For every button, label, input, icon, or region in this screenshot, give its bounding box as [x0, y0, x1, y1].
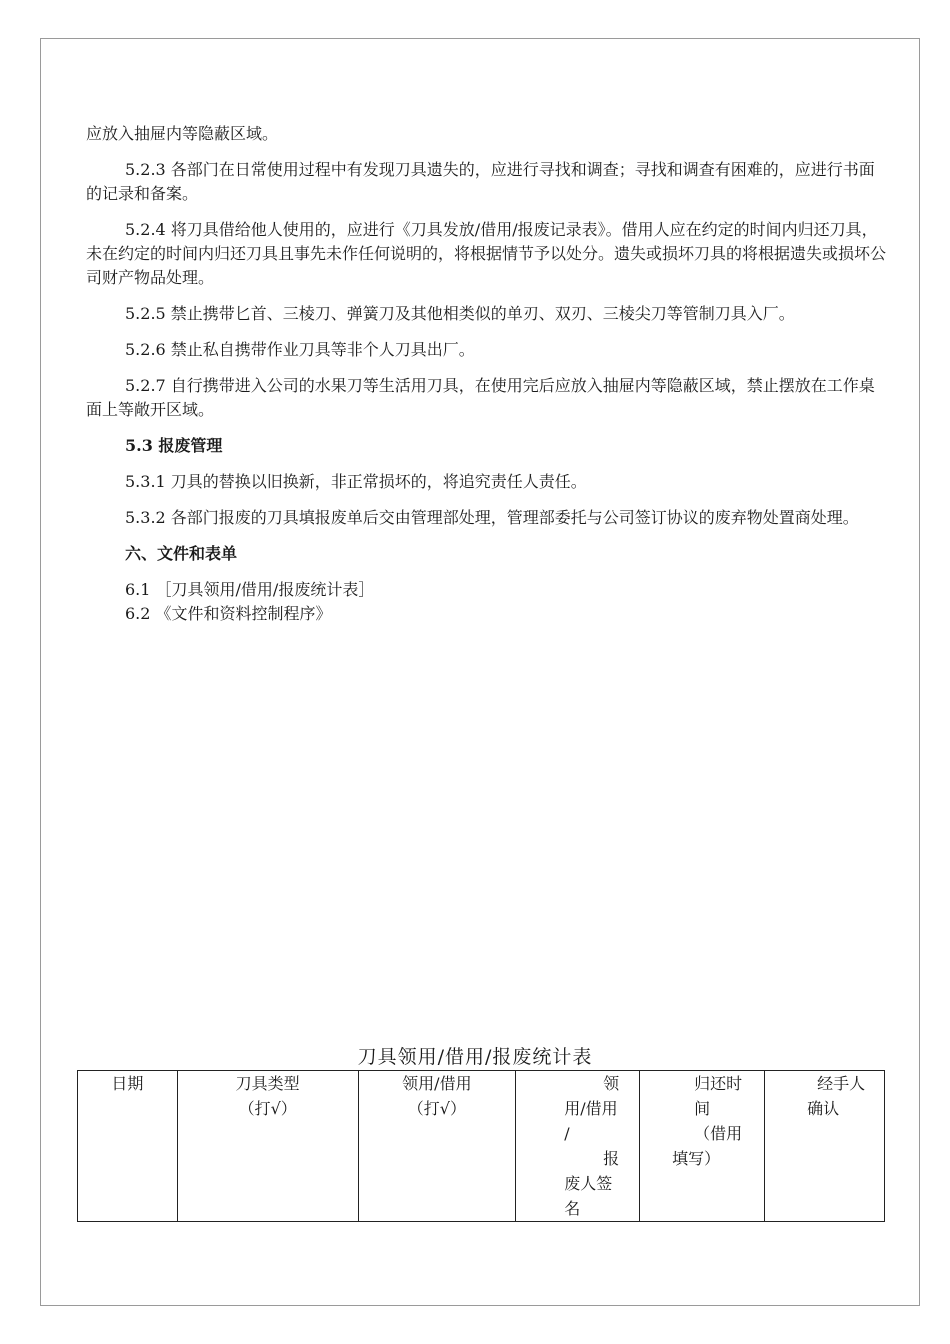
header-text: （打√） — [238, 1099, 297, 1118]
header-text: 刀具类型 — [235, 1074, 300, 1093]
section-heading-5-3: 5.3 报废管理 — [125, 436, 223, 455]
header-text: 经手人 — [817, 1074, 866, 1093]
header-text: （打√） — [407, 1099, 466, 1118]
header-text: 确认 — [807, 1099, 840, 1118]
col-header-handler — [765, 1071, 885, 1222]
clause-5-2-5: 5.2.5 禁止携带匕首、三棱刀、弹簧刀及其他相类似的单刃、双刃、三棱尖刀等管制刀具入厂。 — [125, 304, 795, 323]
header-text: 领用/借用 — [402, 1074, 472, 1093]
header-text: 废人签 — [564, 1174, 613, 1193]
clause-5-3-2: 5.3.2 各部门报废的刀具填报废单后交由管理部处理，管理部委托与公司签订协议的废弃物处置商处理。 — [125, 508, 859, 527]
clause-5-2-6: 5.2.6 禁止私自携带作业刀具等非个人刀具出厂。 — [125, 340, 475, 359]
header-text: 日期 — [111, 1074, 144, 1093]
header-text: 领 — [603, 1074, 620, 1093]
table-header-row — [78, 1071, 885, 1222]
clause-5-2-7: 5.2.7 自行携带进入公司的水果刀等生活用刀具，在使用完后应放入抽屉内等隐蔽区域，禁止摆放在工作桌面上等敞开区域。 — [86, 376, 875, 419]
table-title: 刀具领用/借用/报废统计表 — [357, 1046, 593, 1068]
col-header-date — [78, 1071, 178, 1222]
form-list-item: 6.2 《文件和资料控制程序》 — [125, 604, 332, 623]
header-text: 报 — [603, 1149, 620, 1168]
clause-5-3-1: 5.3.1 刀具的替换以旧换新，非正常损坏的，将追究责任人责任。 — [125, 472, 587, 491]
col-header-knife-type — [177, 1071, 358, 1222]
col-header-return-time — [640, 1071, 765, 1222]
document-body — [86, 122, 886, 626]
clause-5-2-3: 5.2.3 各部门在日常使用过程中有发现刀具遗失的，应进行寻找和调查；寻找和调查有困难的，应进行书面的记录和备案。 — [86, 160, 875, 203]
header-text: （借用 — [694, 1124, 743, 1143]
paragraph: 应放入抽屉内等隐蔽区域。 — [86, 124, 279, 143]
header-text: 用/借用 — [564, 1099, 618, 1118]
header-text: 间 — [694, 1099, 711, 1118]
clause-5-2-4: 5.2.4 将刀具借给他人使用的，应进行《刀具发放/借用/报废记录表》。借用人应在约定的时间内归还刀具，未在约定的时间内归还刀具且事先未作任何说明的，将根据情节予以处分。遗失或损坏刀具的将根据遗失或损坏公司财产物品处理。 — [86, 220, 887, 287]
header-text: / — [564, 1124, 570, 1143]
header-text: 填写） — [672, 1149, 721, 1168]
header-text: 归还时 — [694, 1074, 743, 1093]
section-heading-6: 六、文件和表单 — [125, 544, 238, 563]
header-text: 名 — [564, 1199, 581, 1218]
col-header-use — [358, 1071, 516, 1222]
statistics-table — [77, 1070, 885, 1222]
col-header-signature — [516, 1071, 640, 1222]
form-list-item: 6.1 ［刀具领用/借用/报废统计表］ — [125, 580, 375, 599]
